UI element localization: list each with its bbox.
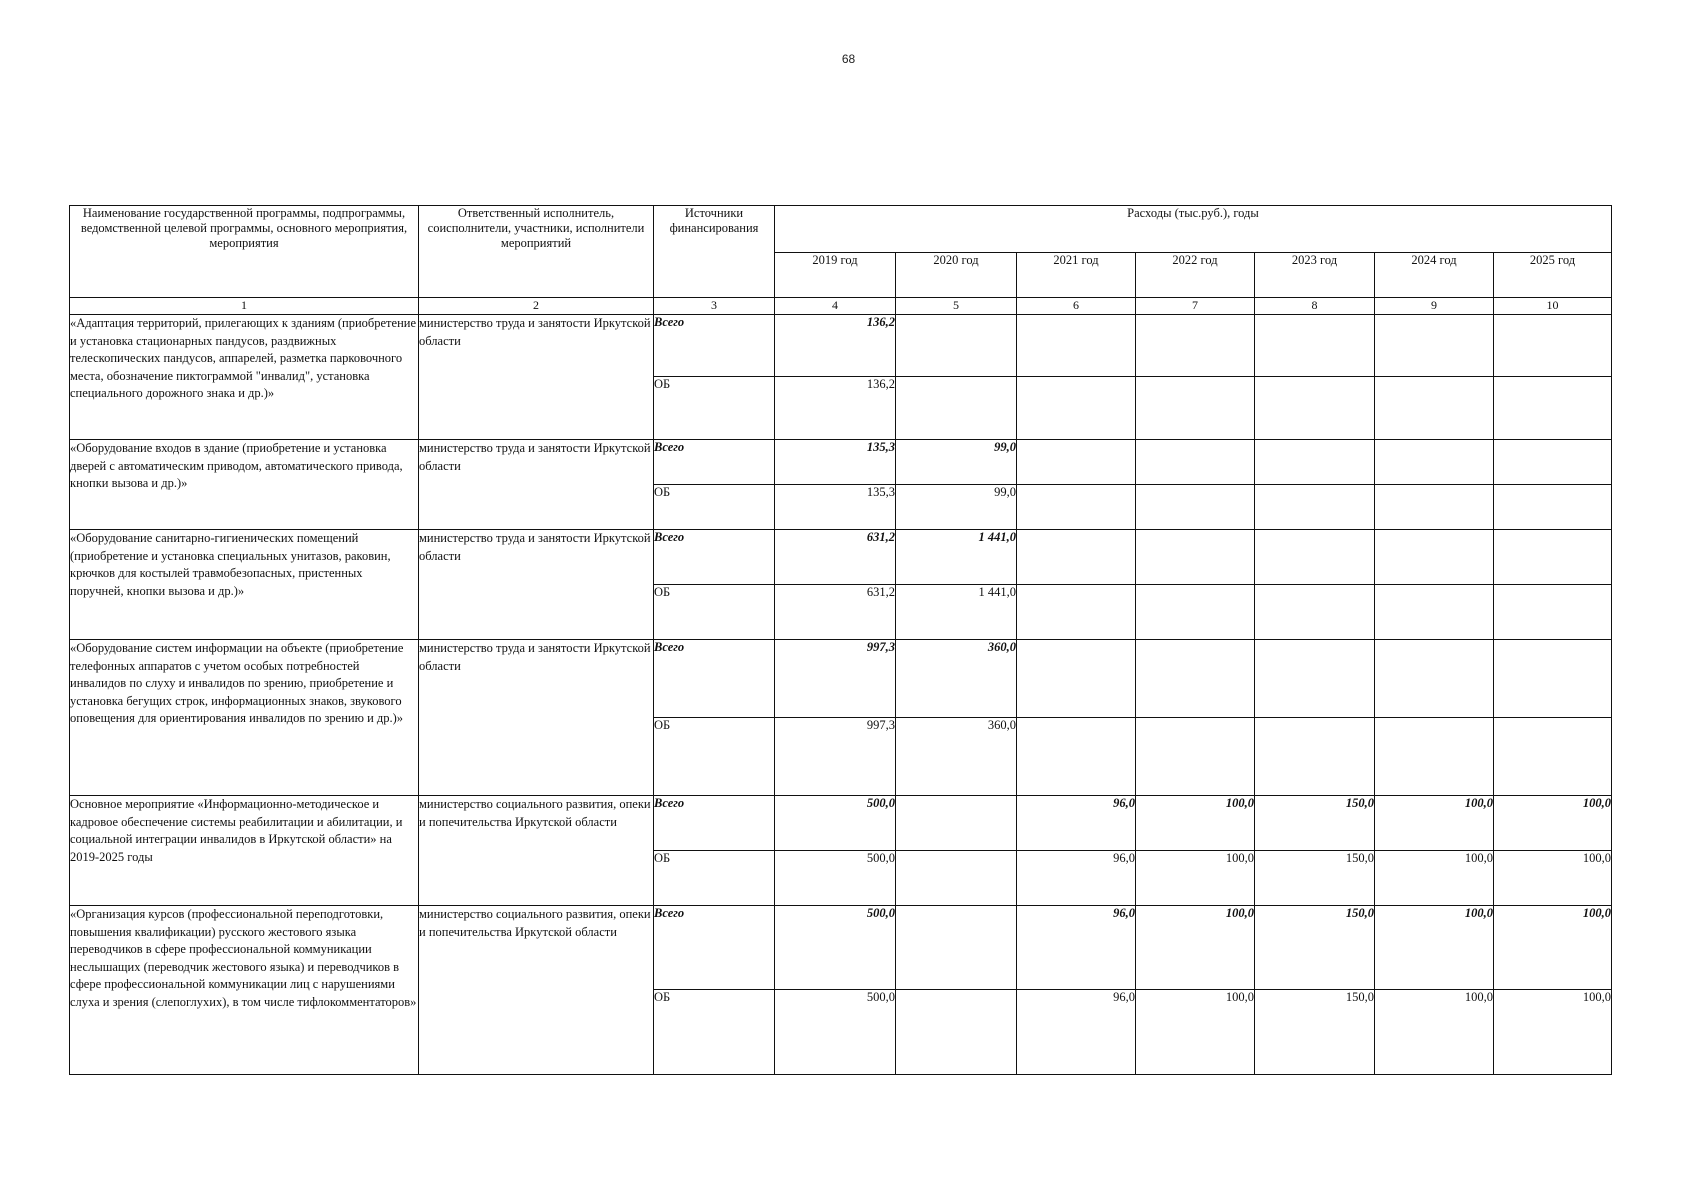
executor-name: министерство труда и занятости Иркутской области xyxy=(419,315,654,440)
ob-value-cell: 136,2 xyxy=(775,377,896,440)
ob-value-cell: 100,0 xyxy=(1494,990,1612,1075)
total-value-cell: 96,0 xyxy=(1017,906,1136,990)
ob-value-cell: 96,0 xyxy=(1017,990,1136,1075)
ob-value-cell: 150,0 xyxy=(1255,851,1375,906)
executor-name: министерство труда и занятости Иркутской области xyxy=(419,440,654,530)
measure-name: «Оборудование входов в здание (приобретение и установка дверей с автоматическим приводом, автоматического привода, кнопки вызова и др.)» xyxy=(70,440,419,530)
ob-value-cell xyxy=(1494,585,1612,640)
total-value-cell xyxy=(1255,440,1375,485)
total-value-cell xyxy=(1494,530,1612,585)
total-value-cell xyxy=(1494,315,1612,377)
ob-value-cell: 99,0 xyxy=(896,485,1017,530)
total-value-cell xyxy=(1375,315,1494,377)
ob-value-cell: 100,0 xyxy=(1136,851,1255,906)
source-ob-label: ОБ xyxy=(654,851,775,906)
ob-value-cell xyxy=(896,990,1017,1075)
total-value-cell xyxy=(1375,640,1494,718)
table-body xyxy=(70,315,1612,1075)
header-spending: Расходы (тыс.руб.), годы xyxy=(775,206,1612,253)
ob-value-cell xyxy=(1255,377,1375,440)
ob-value-cell xyxy=(1375,377,1494,440)
ob-value-cell xyxy=(1255,718,1375,796)
column-number: 9 xyxy=(1375,298,1494,315)
ob-value-cell xyxy=(1136,718,1255,796)
total-value-cell xyxy=(1017,440,1136,485)
header-source: Источники финансирования xyxy=(654,206,775,298)
ob-value-cell xyxy=(1494,718,1612,796)
header-year-2022: 2022 год xyxy=(1136,253,1255,298)
total-value-cell: 500,0 xyxy=(775,906,896,990)
table-row xyxy=(70,796,1612,851)
column-number: 10 xyxy=(1494,298,1612,315)
header-year-2023: 2023 год xyxy=(1255,253,1375,298)
ob-value-cell xyxy=(896,377,1017,440)
ob-value-cell xyxy=(1136,585,1255,640)
total-value-cell: 631,2 xyxy=(775,530,896,585)
measure-name: «Оборудование систем информации на объекте (приобретение телефонных аппаратов с учетом особых потребностей инвалидов по слуху и инвалидов по зрению, приобретение и установка бегущих строк, информационных знаков, звукового оповещения для ориентирования инвалидов по зрению и др.)» xyxy=(70,640,419,796)
total-value-cell: 500,0 xyxy=(775,796,896,851)
column-number: 2 xyxy=(419,298,654,315)
total-value-cell: 100,0 xyxy=(1375,906,1494,990)
ob-value-cell xyxy=(1136,485,1255,530)
total-value-cell: 100,0 xyxy=(1494,906,1612,990)
column-number: 8 xyxy=(1255,298,1375,315)
ob-value-cell: 135,3 xyxy=(775,485,896,530)
measure-name: «Оборудование санитарно-гигиенических помещений (приобретение и установка специальных унитазов, раковин, крючков для костылей травмобезопасных, пристенных поручней, кнопки вызова и др.)» xyxy=(70,530,419,640)
total-value-cell xyxy=(1136,315,1255,377)
ob-value-cell: 100,0 xyxy=(1136,990,1255,1075)
source-total-label: Всего xyxy=(654,315,775,377)
ob-value-cell: 631,2 xyxy=(775,585,896,640)
total-value-cell: 997,3 xyxy=(775,640,896,718)
total-value-cell xyxy=(1494,640,1612,718)
total-value-cell xyxy=(1136,440,1255,485)
executor-name: министерство социального развития, опеки и попечительства Иркутской области xyxy=(419,796,654,906)
executor-name: министерство труда и занятости Иркутской области xyxy=(419,640,654,796)
ob-value-cell: 500,0 xyxy=(775,851,896,906)
source-ob-label: ОБ xyxy=(654,585,775,640)
total-value-cell xyxy=(1255,315,1375,377)
ob-value-cell xyxy=(1494,485,1612,530)
source-ob-label: ОБ xyxy=(654,377,775,440)
measure-name: «Адаптация территорий, прилегающих к зданиям (приобретение и установка стационарных пандусов, раздвижных телескопических пандусов, аппарелей, разметка парковочного места, обозначение пиктограммой "инвалид", установка специального дорожного знака и др.)» xyxy=(70,315,419,440)
header-year-2021: 2021 год xyxy=(1017,253,1136,298)
ob-value-cell: 100,0 xyxy=(1375,851,1494,906)
ob-value-cell xyxy=(1255,585,1375,640)
page-number: 68 xyxy=(841,52,856,66)
total-value-cell xyxy=(1136,530,1255,585)
ob-value-cell xyxy=(1375,485,1494,530)
header-name: Наименование государственной программы, подпрограммы, ведомственной целевой программы, основного мероприятия, мероприятия xyxy=(70,206,419,298)
column-number: 6 xyxy=(1017,298,1136,315)
header-year-2025: 2025 год xyxy=(1494,253,1612,298)
total-value-cell xyxy=(1375,440,1494,485)
total-value-cell: 1 441,0 xyxy=(896,530,1017,585)
source-total-label: Всего xyxy=(654,530,775,585)
executor-name: министерство социального развития, опеки и попечительства Иркутской области xyxy=(419,906,654,1075)
ob-value-cell: 100,0 xyxy=(1375,990,1494,1075)
total-value-cell: 360,0 xyxy=(896,640,1017,718)
ob-value-cell: 997,3 xyxy=(775,718,896,796)
ob-value-cell xyxy=(1017,718,1136,796)
ob-value-cell: 360,0 xyxy=(896,718,1017,796)
total-value-cell xyxy=(1255,530,1375,585)
column-number: 3 xyxy=(654,298,775,315)
source-total-label: Всего xyxy=(654,640,775,718)
total-value-cell: 99,0 xyxy=(896,440,1017,485)
table-row xyxy=(70,530,1612,585)
source-total-label: Всего xyxy=(654,906,775,990)
total-value-cell: 136,2 xyxy=(775,315,896,377)
total-value-cell xyxy=(1017,530,1136,585)
total-value-cell xyxy=(1017,315,1136,377)
source-ob-label: ОБ xyxy=(654,718,775,796)
table-row xyxy=(70,906,1612,990)
ob-value-cell: 1 441,0 xyxy=(896,585,1017,640)
total-value-cell: 135,3 xyxy=(775,440,896,485)
ob-value-cell: 150,0 xyxy=(1255,990,1375,1075)
total-value-cell: 100,0 xyxy=(1375,796,1494,851)
source-ob-label: ОБ xyxy=(654,485,775,530)
header-executor: Ответственный исполнитель, соисполнители, участники, исполнители мероприятий xyxy=(419,206,654,298)
total-value-cell: 100,0 xyxy=(1494,796,1612,851)
column-number: 5 xyxy=(896,298,1017,315)
total-value-cell xyxy=(1494,440,1612,485)
executor-name: министерство труда и занятости Иркутской области xyxy=(419,530,654,640)
total-value-cell xyxy=(1255,640,1375,718)
total-value-cell xyxy=(896,906,1017,990)
column-number: 4 xyxy=(775,298,896,315)
header-year-2024: 2024 год xyxy=(1375,253,1494,298)
ob-value-cell: 96,0 xyxy=(1017,851,1136,906)
total-value-cell xyxy=(896,315,1017,377)
ob-value-cell xyxy=(1017,485,1136,530)
header-year-2019: 2019 год xyxy=(775,253,896,298)
ob-value-cell xyxy=(1136,377,1255,440)
total-value-cell xyxy=(1136,640,1255,718)
total-value-cell xyxy=(896,796,1017,851)
source-total-label: Всего xyxy=(654,440,775,485)
total-value-cell xyxy=(1375,530,1494,585)
source-ob-label: ОБ xyxy=(654,990,775,1075)
table-row xyxy=(70,640,1612,718)
ob-value-cell xyxy=(896,851,1017,906)
total-value-cell: 150,0 xyxy=(1255,796,1375,851)
column-number: 7 xyxy=(1136,298,1255,315)
total-value-cell: 100,0 xyxy=(1136,906,1255,990)
table-row xyxy=(70,440,1612,485)
total-value-cell: 100,0 xyxy=(1136,796,1255,851)
expenditure-table xyxy=(69,205,1612,1075)
ob-value-cell xyxy=(1255,485,1375,530)
header-year-2020: 2020 год xyxy=(896,253,1017,298)
column-number: 1 xyxy=(70,298,419,315)
ob-value-cell xyxy=(1375,585,1494,640)
measure-name: Основное мероприятие «Информационно-методическое и кадровое обеспечение системы реабилитации и абилитации, и социальной интеграции инвалидов в Иркутской области» на 2019-2025 годы xyxy=(70,796,419,906)
ob-value-cell xyxy=(1494,377,1612,440)
ob-value-cell: 100,0 xyxy=(1494,851,1612,906)
total-value-cell: 150,0 xyxy=(1255,906,1375,990)
measure-name: «Организация курсов (профессиональной переподготовки, повышения квалификации) русского жестового языка переводчиков в сфере профессиональной коммуникации неслышащих (переводчик жестового языка) и переводчиков в сфере профессиональной коммуникации лиц с нарушениями слуха и зрения (слепоглухих), в том числе тифлокомментаторов» xyxy=(70,906,419,1075)
ob-value-cell xyxy=(1375,718,1494,796)
total-value-cell xyxy=(1017,640,1136,718)
total-value-cell: 96,0 xyxy=(1017,796,1136,851)
table-row xyxy=(70,315,1612,377)
ob-value-cell xyxy=(1017,377,1136,440)
ob-value-cell xyxy=(1017,585,1136,640)
source-total-label: Всего xyxy=(654,796,775,851)
ob-value-cell: 500,0 xyxy=(775,990,896,1075)
